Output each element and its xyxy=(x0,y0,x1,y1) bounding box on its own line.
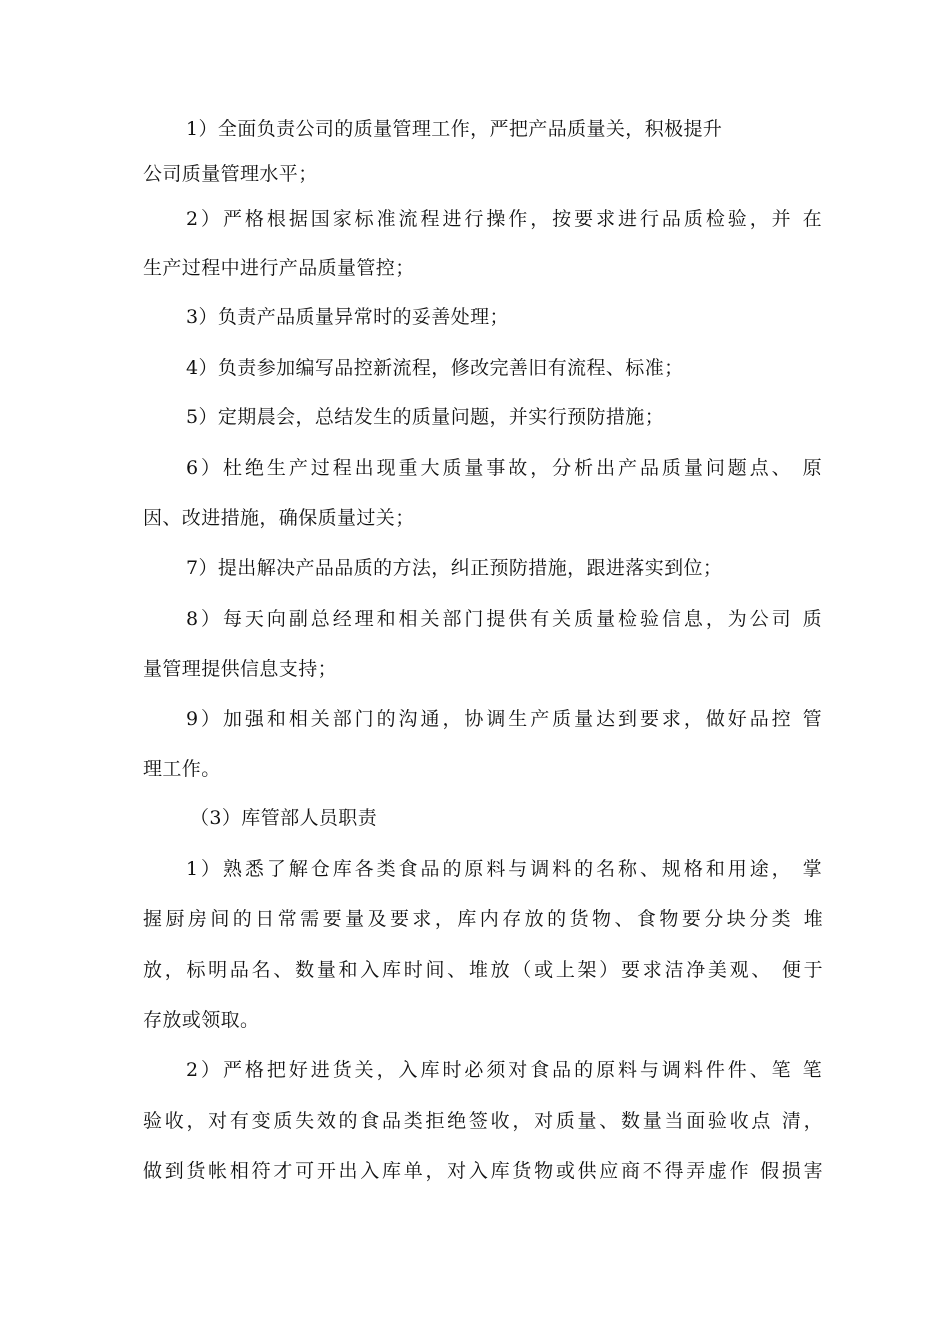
text-line: 2）严格把好进货关，入库时必须对食品的原料与调料件件、笔 笔 xyxy=(186,1059,822,1081)
text-line: 握厨房间的日常需要量及要求，库内存放的货物、食物要分块分类 堆 xyxy=(143,908,823,930)
text-line: 量管理提供信息支持； xyxy=(143,658,338,680)
text-line: 5）定期晨会，总结发生的质量问题，并实行预防措施； xyxy=(186,406,665,428)
text-line: 理工作。 xyxy=(143,758,221,780)
text-line: 存放或领取。 xyxy=(143,1009,260,1031)
text-line: 7）提出解决产品品质的方法，纠正预防措施，跟进落实到位； xyxy=(186,557,723,579)
text-line: 8）每天向副总经理和相关部门提供有关质量检验信息，为公司 质 xyxy=(186,608,822,630)
section-heading: （3）库管部人员职责 xyxy=(190,807,378,829)
text-line: 6）杜绝生产过程出现重大质量事故，分析出产品质量问题点、 原 xyxy=(186,457,822,479)
text-line: 做到货帐相符才可开出入库单，对入库货物或供应商不得弄虚作 假损害 xyxy=(143,1160,823,1182)
text-line: 3）负责产品质量异常时的妥善处理； xyxy=(186,306,509,328)
text-line: 生产过程中进行产品质量管控； xyxy=(143,257,415,279)
text-line: 9）加强和相关部门的沟通，协调生产质量达到要求，做好品控 管 xyxy=(186,708,822,730)
text-line: 1）全面负责公司的质量管理工作，严把产品质量关，积极提升 xyxy=(186,118,723,140)
text-line: 因、改进措施，确保质量过关； xyxy=(143,507,415,529)
text-line: 放，标明品名、数量和入库时间、堆放（或上架）要求洁净美观、 便于 xyxy=(143,959,823,981)
text-line: 1）熟悉了解仓库各类食品的原料与调料的名称、规格和用途， 掌 xyxy=(186,858,822,880)
text-line: 公司质量管理水平； xyxy=(143,163,318,185)
text-line: 验收，对有变质失效的食品类拒绝签收，对质量、数量当面验收点 清， xyxy=(143,1110,823,1132)
text-line: 4）负责参加编写品控新流程，修改完善旧有流程、标准； xyxy=(186,357,684,379)
text-line: 2）严格根据国家标准流程进行操作，按要求进行品质检验，并 在 xyxy=(186,208,822,230)
